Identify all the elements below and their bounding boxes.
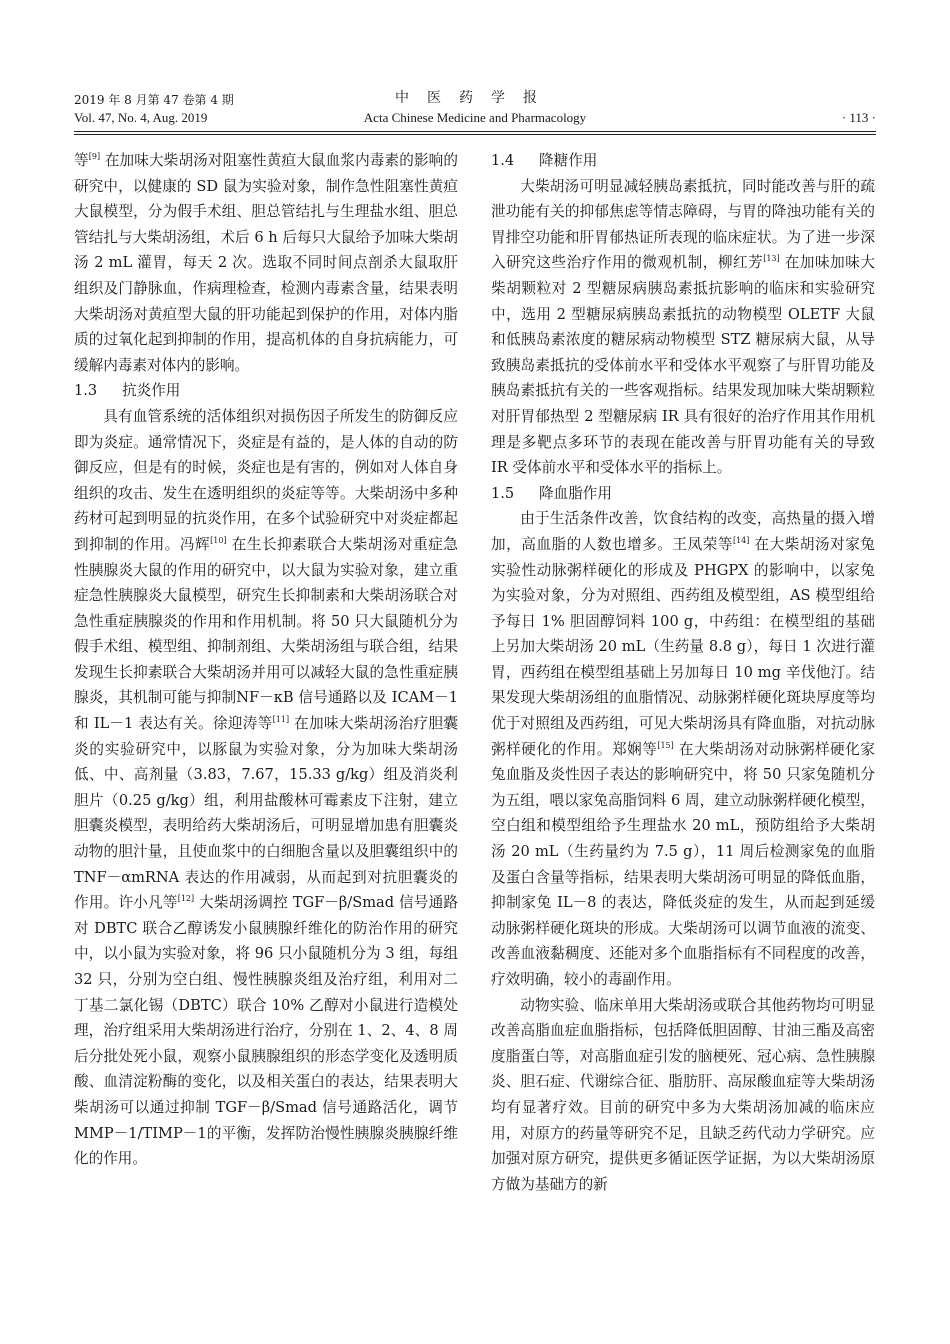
header-rule-top: [74, 131, 876, 132]
left-column: [74, 148, 458, 1172]
paragraph-lipid-lowering: [491, 506, 875, 992]
citation-ref: [14]: [732, 535, 750, 545]
paragraph-text: 大柴胡汤可明显减轻胰岛素抵抗，同时能改善与肝的疏泄功能有关的抑郁焦虑等情志障碍，与胃的降浊功能有关的胃排空功能和肝胃郁热证所表现的临床症状。为了进一步深入研究这些治疗作用的微观机制，柳红芳: [491, 177, 875, 272]
header-journal-title-en: Acta Chinese Medicine and Pharmacology: [363, 110, 587, 125]
header-rule-bottom: [74, 134, 876, 135]
paragraph-summary: [491, 993, 875, 1198]
section-number: 1.3: [74, 382, 98, 400]
header-page-number: · 113 ·: [841, 110, 876, 125]
paragraph-text: 在加味加味大柴胡颗粒对 2 型糖尿病胰岛素抵抗影响的临床和实验研究中，选用 2 型糖尿病胰岛素抵抗的动物模型 OLETF 大鼠和低胰岛素浓度的糖尿病动物模型 STZ 糖尿病大鼠，从导致胰岛素抵抗的受体前水平和受体水平观察了与肝胃功能及胰岛素抵抗有关的一些客观指标。结果发现加味大柴胡颗粒对肝胃郁热型 2 型糖尿病 IR 具有很好的治疗作用其作用机理是多靶点多环节的表现在能改善与肝胃功能有关的导致 IR 受体前水平和受体水平的指标上。: [491, 254, 875, 477]
section-heading-1-3: [74, 378, 458, 404]
paragraph-hypoglycemic: [491, 174, 875, 481]
paragraph-text: 在生长抑素联合大柴胡汤对重症急性胰腺炎大鼠的作用的研究中，以大鼠为实验对象，建立重症急性胰腺炎大鼠模型，研究生长抑制素和大柴胡汤联合对急性重症胰腺炎的作用和作用机制。将 50 只大鼠随机分为假手术组、模型组、抑制剂组、大柴胡汤组与联合组，结果发现生长抑素联合大柴胡汤并用可以减轻大鼠的急性重症胰腺炎，其机制可能与抑制NF－κB 信号通路以及 ICAM－1 和 IL－1 表达有关。徐迎涛等: [74, 535, 458, 733]
paragraph-text: 在加味大柴胡汤对阻塞性黄疸大鼠血浆内毒素的影响的研究中，以健康的 SD 鼠为实验对象，制作急性阻塞性黄疸大鼠模型，分为假手术组、胆总管结扎与生理盐水组、胆总管结扎与大柴胡汤组，术后 6 h 后每只大鼠给予加味大柴胡汤 2 mL 灌胃，每天 2 次。选取不同时间点剖杀大鼠取肝组织及门静脉血，作病理检查，检测内毒素含量，结果表明大柴胡汤对黄疸型大鼠的肝功能起到保护的作用，对体内脂质的过氧化起到抑制的作用，提高机体的自身抗病能力，可缓解内毒素对体内的影响。: [74, 152, 458, 374]
paragraph-text: 动物实验、临床单用大柴胡汤或联合其他药物均可明显改善高脂血症血脂指标，包括降低胆固醇、甘油三酯及高密度脂蛋白等，对高脂血症引发的脑梗死、冠心病、急性胰腺炎、胆石症、代谢综合征、脂肪肝、高尿酸血症等大柴胡汤均有显著疗效。目前的研究中多为大柴胡汤加减的临床应用，对原方的药量等研究不足，且缺乏药代动力学研究。应加强对原方研究，提供更多循证医学证据，为以大柴胡汤原方做为基础方的新: [491, 996, 875, 1193]
citation-ref: [9]: [88, 152, 101, 161]
right-column: [491, 148, 875, 1197]
section-number: 1.5: [491, 484, 515, 502]
section-title: 降血脂作用: [539, 484, 612, 502]
header-date-issue: 2019 年 8 月第 47 卷第 4 期: [74, 93, 234, 107]
running-header: [74, 90, 876, 132]
section-heading-1-5: [491, 481, 875, 507]
section-title: 抗炎作用: [122, 382, 181, 400]
paragraph-text: 在大柴胡汤对家兔实验性动脉粥样硬化的形成及 PHGPX 的影响中，以家兔为实验对象，分为对照组、西药组及模型组，AS 模型组给予每日 1% 胆固醇饲料 100 g，中药组：在模型组的基础上另加大柴胡汤 20 mL（生药量 8.8 g），每日 1 次进行灌胃，西药组在模型组基础上另加每日 10 mg 辛伐他汀。结果发现大柴胡汤组的血脂情况、动脉粥样硬化斑块厚度等均优于对照组及西药组，可见大柴胡汤具有降血脂，对抗动脉粥样硬化的作用。郑娴等: [491, 535, 875, 758]
paragraph-text: 具有血管系统的活体组织对损伤因子所发生的防御反应即为炎症。通常情况下，炎症是有益的，是人体的自动的防御反应，但是有的时候，炎症也是有害的，例如对人体自身组织的攻击、发生在透明组织的炎症等等。大柴胡汤中多种药材可起到明显的抗炎作用，在多个试验研究中对炎症都起到抑制的作用。冯辉: [74, 407, 458, 553]
paragraph-text: 大柴胡汤调控 TGF－β/Smad 信号通路对 DBTC 联合乙醇诱发小鼠胰腺纤维化的防治作用的研究中，以小鼠为实验对象，将 96 只小鼠随机分为 3 组，每组 32 只，分别为空白组、慢性胰腺炎组及治疗组，利用对二丁基二氯化锡（DBTC）联合 10% 乙醇对小鼠进行造模处理，治疗组采用大柴胡汤进行治疗，分别在 1、2、4、8 周后分批处死小鼠，观察小鼠胰腺组织的形态学变化及透明质酸、血清淀粉酶的变化，以及相关蛋白的表达，结果表明大柴胡汤可以通过抑制 TGF－β/Smad 信号通路活化，调节 MMP－1/TIMP－1的平衡，发挥防治慢性胰腺炎胰腺纤维化的作用。: [74, 894, 458, 1168]
paragraph-text: 在加味大柴胡汤治疗胆囊炎的实验研究中，以豚鼠为实验对象，分为加味大柴胡汤低、中、高剂量（3.83，7.67，15.33 g/kg）组及消炎利胆片（0.25 g/kg）组，利用盐酸林可霉素皮下注射，建立胆囊炎模型，表明给药大柴胡汤后，可明显增加患有胆囊炎动物的胆汁量，且使血浆中的白细胞含量以及胆囊组织中的 TNF－αmRNA 表达的作用减弱，从而起到对抗胆囊炎的作用。许小凡等: [74, 715, 459, 912]
paragraph-lead: 等: [74, 152, 89, 169]
section-heading-1-4: [491, 148, 875, 174]
citation-ref: [11]: [272, 715, 290, 725]
paragraph-anti-inflammatory: [74, 404, 458, 1172]
section-number: 1.4: [491, 152, 515, 169]
citation-ref: [13]: [763, 254, 780, 264]
citation-ref: [10]: [210, 535, 227, 545]
citation-ref: [12]: [177, 894, 195, 904]
citation-ref: [15]: [657, 740, 674, 750]
paragraph-plasma-endotoxin: [74, 148, 458, 378]
section-title: 降糖作用: [539, 152, 598, 169]
paragraph-text: 由于生活条件改善，饮食结构的改变，高热量的摄入增加，高血脂的人数也增多。王凤荣等: [491, 510, 875, 553]
paragraph-text: 在大柴胡汤对动脉粥样硬化家兔血脂及炎性因子表达的影响研究中，将 50 只家兔随机分为五组，喂以家兔高脂饲料 6 周，建立动脉粥样硬化模型，空白组和模型组给予生理盐水 20 mL，预防组给予大柴胡汤 20 mL（生药量约为 7.5 g），11 周后检测家兔的血脂及蛋白含量等指标，结果表明大柴胡汤可明显的降低血脂，抑制家兔 IL－8 的表达，降低炎症的发生，从而起到延缓动脉粥样硬化斑块的形成。大柴胡汤可以调节血液的流变、改善血液黏稠度、还能对多个血脂指标有不同程度的改善，疗效明确，较小的毒副作用。: [491, 740, 875, 988]
header-volume-issue: Vol. 47, No. 4, Aug. 2019: [74, 110, 208, 125]
header-journal-title-cn: 中医药学报: [395, 90, 555, 106]
